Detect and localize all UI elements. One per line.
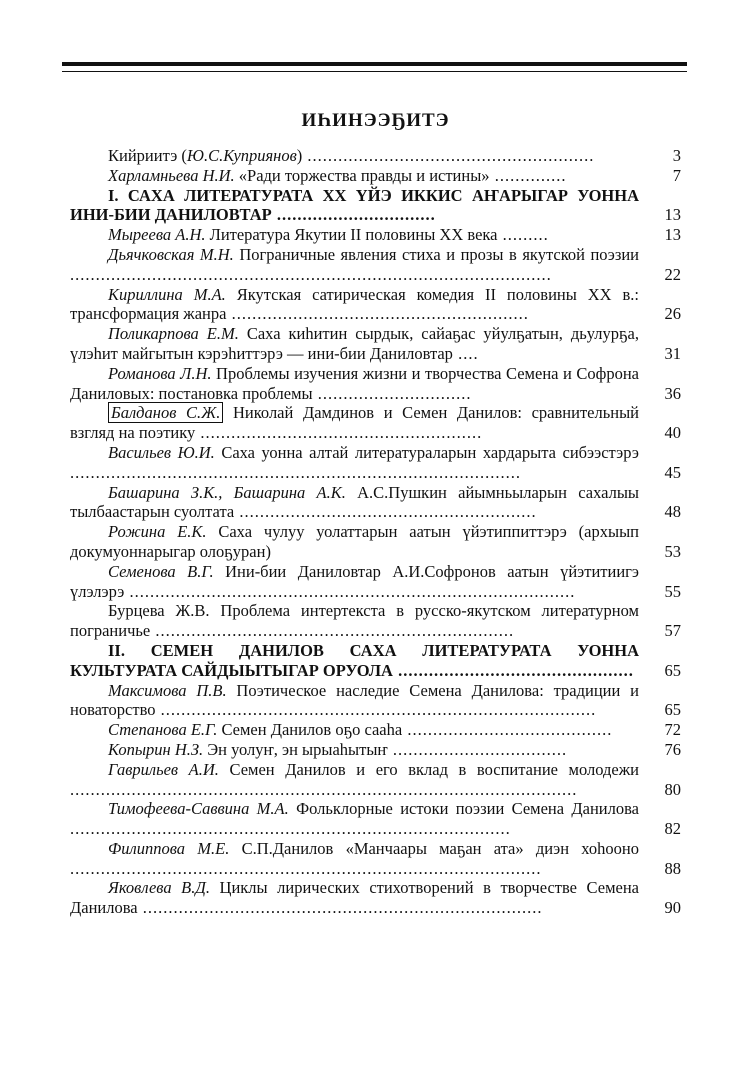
entry-author: Максимова П.В. — [108, 680, 227, 700]
part-title: I. САХА ЛИТЕРАТУРАТА XX ҮЙЭ ИККИС АҤАРЫГАР УОННА ИНИ-БИИ ДАНИЛОВТАР — [70, 185, 639, 225]
entry-title: Ини-бии Даниловтар А.И.Софронов аатын үйэтитиигэ үлэлэрэ — [70, 561, 640, 601]
entry-author: Копырин Н.З. — [108, 739, 204, 759]
toc-entry[interactable]: Балданов С.Ж. Николай Дамдинов и Семен Данилов: сравнительный взгляд на поэтику ....................................................... 40 — [70, 403, 681, 443]
entry-author: Кириллина М.А. — [108, 284, 226, 304]
page-number: 36 — [664, 383, 681, 403]
page-number: 40 — [664, 423, 681, 443]
toc-entry[interactable]: Максимова П.В. Поэтическое наследие Семена Данилова: традиции и новаторство ..................................................................................... 65 — [70, 680, 681, 720]
entry-author: Тимофеева-Саввина М.А. — [108, 799, 289, 819]
page-number: 90 — [664, 898, 681, 918]
entry-title: С.П.Данилов «Манчаары маҕан ата» диэн хоһооно — [229, 838, 639, 858]
toc-entry[interactable]: Семенова В.Г. Ини-бии Даниловтар А.И.Софронов аатын үйэтитиигэ үлэлэрэ ....................................................................................... 55 — [70, 561, 681, 601]
toc-entry[interactable]: Тимофеева-Саввина М.А. Фольклорные истоки поэзии Семена Данилова ...................................................................................... 82 — [70, 799, 681, 839]
entry-title: Семен Данилов оҕо сааһа — [217, 720, 403, 740]
page-number: 88 — [664, 858, 681, 878]
entry-author: Гаврильев А.И. — [108, 759, 219, 779]
page-number: 22 — [664, 264, 681, 284]
page-number: 7 — [672, 165, 681, 185]
page-number: 80 — [664, 779, 681, 799]
toc-entry[interactable]: Бурцева Ж.В. Проблема интертекста в русско-якутском литературном пограничье ...................................................................... 57 — [70, 601, 681, 641]
page-title: ИҺИНЭЭҔИТЭ — [301, 110, 450, 131]
page-number: 65 — [664, 700, 681, 720]
table-of-contents — [70, 146, 681, 918]
entry-title: Пограничные явления стиха и прозы в якутской поэзии — [233, 244, 640, 264]
header-rule-thick — [62, 62, 687, 66]
entry-title: «Ради торжества правды и истины» — [234, 165, 490, 185]
toc-entry[interactable]: Гаврильев А.И. Семен Данилов и его вклад в воспитание молодежи ................................................................................................... 80 — [70, 759, 681, 799]
entry-title: Эн уолуҥ, эн ырыаһытыҥ — [203, 739, 388, 759]
entry-author: Филиппова М.Е. — [108, 838, 230, 858]
entry-title: Саха уонна алтай литератураларын хардарыта сибээстэрэ — [214, 442, 639, 462]
page-number: 72 — [664, 720, 681, 740]
entry-author: Харламньева Н.И. — [108, 165, 235, 185]
toc-entry[interactable]: Кириллина М.А. Якутская сатирическая комедия II половины XX в.: трансформация жанра .......................................................... 26 — [70, 284, 681, 324]
toc-entry[interactable]: Филиппова М.Е. С.П.Данилов «Манчаары маҕан ата» диэн хоһооно ............................................................................................ 88 — [70, 838, 681, 878]
page-number: 31 — [664, 343, 681, 363]
entry-title: Фольклорные истоки поэзии Семена Данилова — [288, 799, 640, 819]
page-number: 26 — [664, 304, 681, 324]
entry-author: Васильев Ю.И. — [108, 442, 215, 462]
entry-author: Дьячковская М.Н. — [108, 244, 234, 264]
entry-title: Николай Дамдинов и Семен Данилов: сравнительный взгляд на поэтику — [70, 403, 639, 443]
part-title: II. СЕМЕН ДАНИЛОВ САХА ЛИТЕРАТУРАТА УОННА КУЛЬТУРАТА САЙДЫЫТЫГАР ОРУОЛА — [70, 640, 639, 680]
toc-entry[interactable]: Романова Л.Н. Проблемы изучения жизни и творчества Семена и Софрона Даниловых: постановка проблемы .............................. 36 — [70, 363, 681, 403]
entry-title: Поэтическое наследие Семена Данилова: традиции и новаторство — [70, 680, 639, 720]
page-number: 53 — [664, 541, 681, 561]
entry-title: Литература Якутии II половины XX века — [205, 225, 498, 245]
toc-entry[interactable]: Башарина З.К., Башарина А.К. А.С.Пушкин айымньыларын сахалыы тылбаастарын суолтата .......................................................... 48 — [70, 482, 681, 522]
entry-author: Романова Л.Н. — [108, 363, 212, 383]
toc-part-heading[interactable]: I. САХА ЛИТЕРАТУРАТА XX ҮЙЭ ИККИС АҤАРЫГАР УОННА ИНИ-БИИ ДАНИЛОВТАР ............................... 13 — [70, 185, 681, 225]
page-number: 76 — [664, 739, 681, 759]
entry-author: Яковлева В.Д. — [108, 878, 210, 898]
toc-entry[interactable]: Харламньева Н.И. «Ради торжества правды и истины» .............. 7 — [108, 165, 681, 185]
toc-entry[interactable]: Яковлева В.Д. Циклы лирических стихотворений в творчестве Семена Данилова .............................................................................. 90 — [70, 878, 681, 918]
page-number: 45 — [664, 462, 681, 482]
entry-author: Башарина З.К., Башарина А.К. — [108, 482, 346, 502]
entry-title: Семен Данилов и его вклад в воспитание молодежи — [218, 759, 639, 779]
entry-author: Поликарпова Е.М. — [108, 324, 239, 344]
toc-entry[interactable]: Поликарпова Е.М. Саха киһитин сырдык, сайаҕас уйулҕатын, дьулурҕа, үлэһит майгытын кэрэһиттэрэ — ини-бии Даниловтар .... 31 — [70, 324, 681, 363]
entry-title: Якутская сатирическая комедия II половины XX в.: трансформация жанра — [70, 284, 640, 324]
toc-entry[interactable]: Степанова Е.Г. Семен Данилов оҕо сааһа ........................................ 72 — [108, 720, 681, 740]
entry-author: Семенова В.Г. — [108, 561, 214, 581]
entry-title: Бурцева Ж.В. Проблема интертекста в русско-якутском литературном пограничье — [70, 601, 639, 641]
entry-author: Рожина Е.К. — [108, 522, 207, 542]
toc-entry[interactable]: Мыреева А.Н. Литература Якутии II половины XX века ......... 13 — [108, 225, 681, 245]
page-number: 3 — [672, 146, 681, 165]
page-number: 13 — [664, 225, 681, 245]
entry-title: Саха киһитин сырдык, сайаҕас уйулҕатын, дьулурҕа, үлэһит майгытын кэрэһиттэрэ — ини-бии Даниловтар — [70, 324, 639, 363]
toc-entry[interactable]: Копырин Н.З. Эн уолуҥ, эн ырыаһытыҥ .................................. 76 — [108, 739, 681, 759]
entry-title: Саха чулуу уолаттарын аатын үйэтиппиттэрэ (архыып докумуоннарыгар олоҕуран) — [70, 522, 639, 561]
toc-entry[interactable] — [70, 522, 681, 562]
toc-part-heading[interactable]: II. СЕМЕН ДАНИЛОВ САХА ЛИТЕРАТУРАТА УОННА КУЛЬТУРАТА САЙДЫЫТЫГАР ОРУОЛА .............................................. 65 — [70, 640, 681, 680]
page-number: 13 — [664, 205, 681, 225]
entry-author: Мыреева А.Н. — [108, 225, 206, 245]
entry-author: Степанова Е.Г. — [108, 720, 218, 740]
toc-entry[interactable]: Васильев Ю.И. Саха уонна алтай литератураларын хардарыта сибээстэрэ ........................................................................................ 45 — [70, 442, 681, 482]
page-number: 57 — [664, 621, 681, 641]
entry-title: Циклы лирических стихотворений в творчестве Семена Данилова — [70, 878, 640, 918]
page-number: 65 — [664, 660, 681, 680]
entry-author-boxed: Балданов С.Ж. — [108, 402, 223, 423]
toc-entry-foreword[interactable]: Кийриитэ (Ю.С.Куприянов) ........................................................ 3 — [108, 146, 681, 165]
toc-entry[interactable]: Дьячковская М.Н. Пограничные явления стиха и прозы в якутской поэзии .............................................................................................. 22 — [70, 244, 681, 284]
entry-title: Проблемы изучения жизни и творчества Семена и Софрона Даниловых: постановка проблемы — [70, 363, 639, 403]
page-number: 55 — [664, 581, 681, 601]
entry-title: А.С.Пушкин айымньыларын сахалыы тылбаастарын суолтата — [70, 482, 639, 522]
page-number: 48 — [664, 502, 681, 522]
header-rule-thin — [62, 71, 687, 72]
page-number: 82 — [664, 819, 681, 839]
